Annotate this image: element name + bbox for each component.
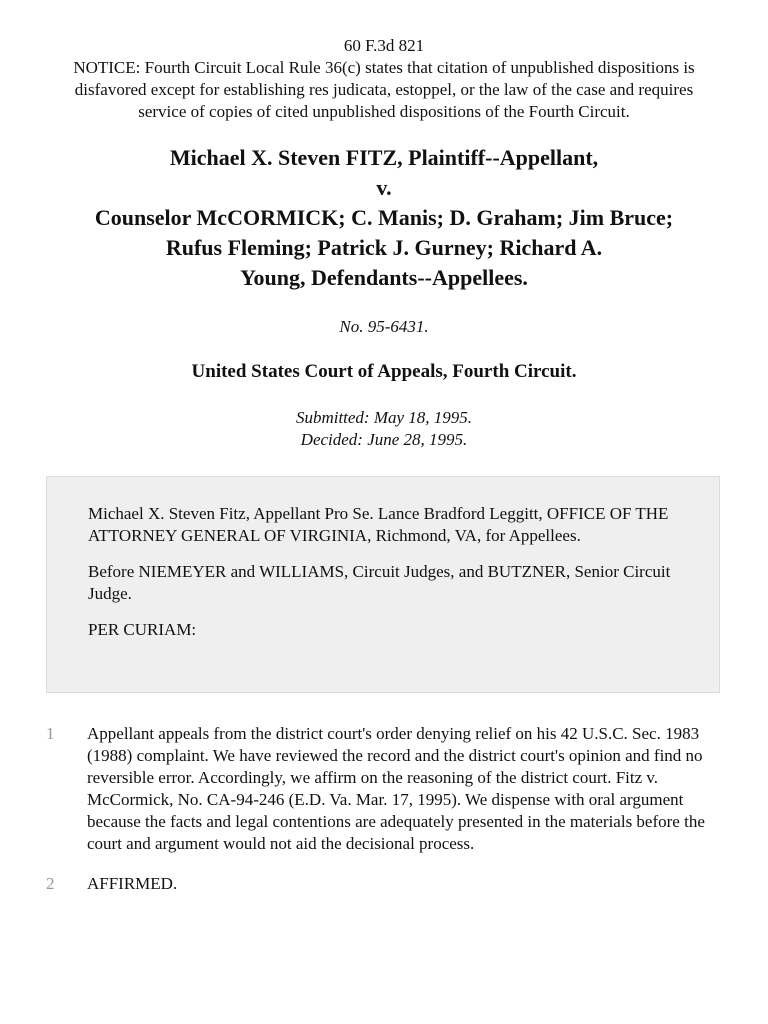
counsel-box	[46, 476, 720, 693]
paragraph-number[interactable]: 1	[46, 724, 55, 743]
citation: 60 F.3d 821	[343, 36, 425, 55]
caption-defendants-line3: Young, Defendants--Appellees.	[240, 265, 528, 290]
case-caption	[0, 143, 768, 293]
counsel-text: Michael X. Steven Fitz, Appellant Pro Se. Lance Bradford Leggitt, OFFICE OF THE ATTORNEY GENERAL OF VIRGINIA, Richmond, VA, for Appellees.	[88, 504, 669, 545]
docket-number: No. 95-6431.	[339, 317, 429, 336]
caption-plaintiff: Michael X. Steven FITZ, Plaintiff--Appellant,	[169, 145, 599, 170]
document-header	[0, 0, 768, 123]
submitted-date: Submitted: May 18, 1995.	[295, 408, 473, 427]
paragraph-text: Appellant appeals from the district court's order denying relief on his 42 U.S.C. Sec. 1983 (1988) complaint. We have reviewed the record and the district court's opinion and find no reversible error. Accordingly, we affirm on the reasoning of the district court. Fitz v. McCormick, No. CA-94-246 (E.D. Va. Mar. 17, 1995). We dispense with oral argument because the facts and legal contentions are adequately presented in the materials before the court and argument would not aid the decisional process.	[87, 724, 705, 853]
judges-text: Before NIEMEYER and WILLIAMS, Circuit Judges, and BUTZNER, Senior Circuit Judge.	[88, 562, 671, 603]
caption-versus: v.	[376, 175, 392, 200]
opinion-paragraph	[0, 723, 768, 855]
court-name: United States Court of Appeals, Fourth Circuit.	[191, 361, 577, 382]
unpublished-notice: NOTICE: Fourth Circuit Local Rule 36(c) states that citation of unpublished dispositions is disfavored except for establishing res judicata, estoppel, or the law of the case and requires service of copies of cited unpublished dispositions of the Fourth Circuit.	[73, 58, 695, 121]
paragraph-number[interactable]: 2	[46, 874, 55, 893]
caption-defendants-line2: Rufus Fleming; Patrick J. Gurney; Richard A.	[165, 235, 603, 260]
decided-date: Decided: June 28, 1995.	[300, 430, 468, 449]
paragraph-text: AFFIRMED.	[87, 874, 178, 893]
opinion-body	[0, 723, 768, 913]
opinion-paragraph	[0, 873, 768, 895]
caption-defendants-line1: Counselor McCORMICK; C. Manis; D. Graham; Jim Bruce;	[94, 205, 674, 230]
per-curiam-label: PER CURIAM:	[88, 620, 197, 639]
case-dates	[0, 407, 768, 451]
